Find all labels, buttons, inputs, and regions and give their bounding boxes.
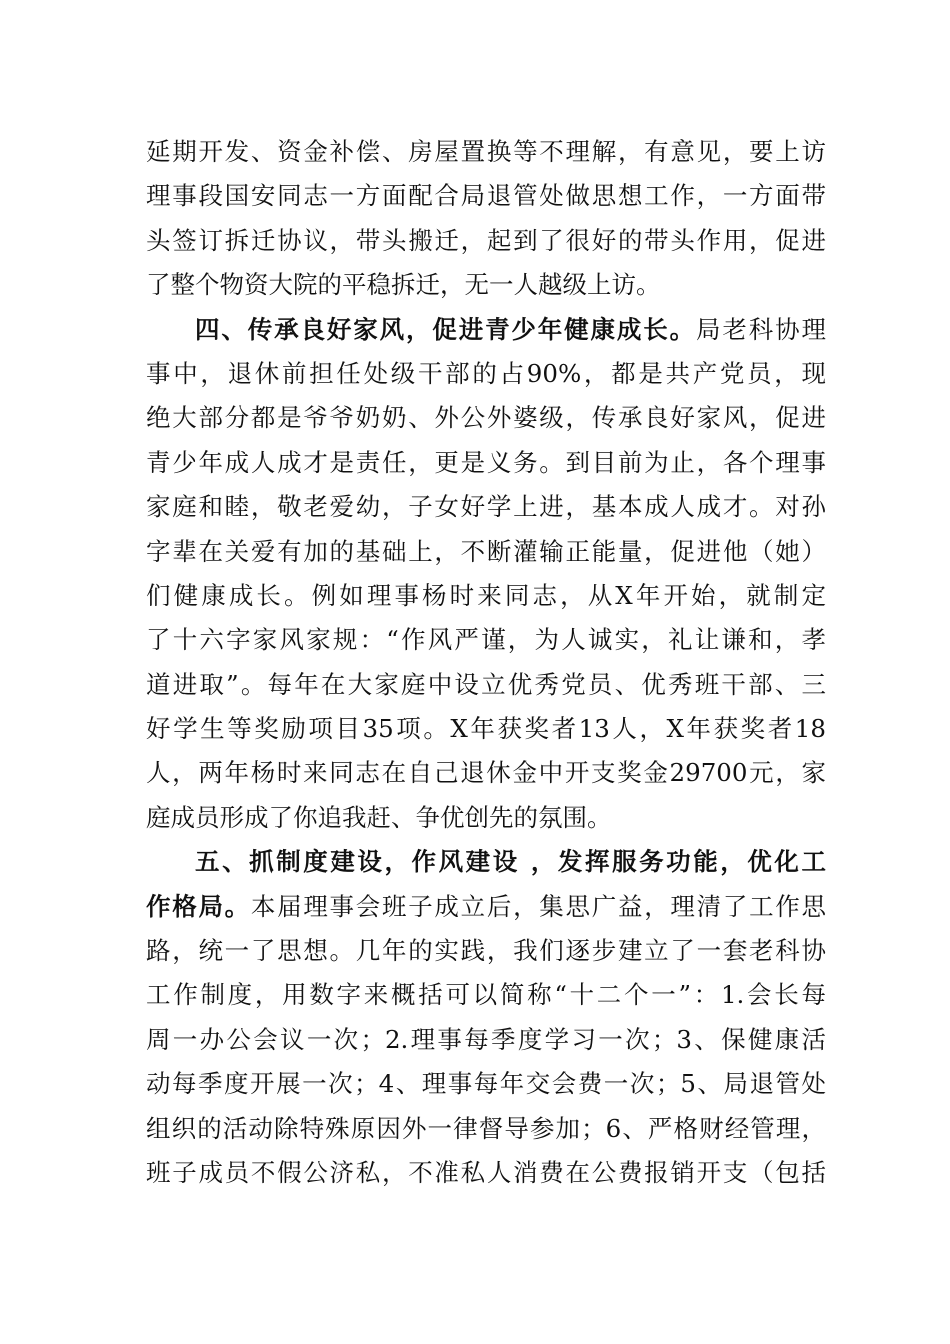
- section-heading: 作格局。: [146, 891, 251, 921]
- text-line: [146, 530, 826, 574]
- text-line: [146, 396, 826, 440]
- text-line: [146, 352, 826, 396]
- line-text: 庭成员形成了你追我赶、争优创先的氛围。: [146, 802, 612, 832]
- text-line: [146, 885, 826, 929]
- line-text: 事中，退休前担任处级干部的占90%，都是共产党员，现: [146, 358, 826, 388]
- line-text: 动每季度开展一次；4、理事每年交会费一次；5、局退管处: [146, 1069, 826, 1099]
- text-line: [146, 929, 826, 973]
- text-line: [146, 574, 826, 618]
- paragraph: [146, 840, 826, 1195]
- text-line: [146, 1062, 826, 1106]
- line-text: 理事段国安同志一方面配合局退管处做思想工作，一方面带: [146, 181, 826, 211]
- line-text: 们健康成长。例如理事杨时来同志，从X年开始，就制定: [146, 580, 826, 610]
- text-line: [146, 796, 826, 840]
- line-text: 了整个物资大院的平稳拆迁，无一人越级上访。: [146, 270, 661, 300]
- line-text: 组织的活动除特殊原因外一律督导参加；6、严格财经管理，: [146, 1113, 826, 1143]
- text-line: [146, 1151, 826, 1195]
- text-line: [146, 485, 826, 529]
- line-text: 局老科协理: [696, 314, 827, 344]
- line-text: 班子成员不假公济私，不准私人消费在公费报销开支（包括: [146, 1157, 826, 1187]
- text-line: [146, 174, 826, 218]
- line-text: 人，两年杨时来同志在自己退休金中开支奖金29700元，家: [146, 758, 826, 788]
- text-line: [146, 1018, 826, 1062]
- text-line: [146, 707, 826, 751]
- paragraph: [146, 308, 826, 841]
- line-text: 青少年成人成才是责任，更是义务。到目前为止，各个理事: [146, 447, 826, 477]
- section-heading: 四、传承良好家风，促进青少年健康成长。: [195, 314, 697, 344]
- line-text: 工作制度，用数字来概括可以简称“十二个一”：1.会长每: [146, 980, 826, 1010]
- text-line: [146, 219, 826, 263]
- line-text: 延期开发、资金补偿、房屋置换等不理解，有意见，要上访: [146, 137, 826, 166]
- line-text: 家庭和睦，敬老爱幼，子女好学上进，基本成人成才。对孙: [146, 492, 826, 522]
- line-text: 本届理事会班子成立后，集思广益，理清了工作思: [250, 891, 827, 921]
- line-text: 路，统一了思想。几年的实践，我们逐步建立了一套老科协: [146, 936, 826, 966]
- paragraph: [146, 130, 826, 308]
- text-line: [146, 751, 826, 795]
- text-line: [146, 840, 826, 884]
- text-line: [146, 973, 826, 1017]
- text-line: [146, 441, 826, 485]
- text-line: [146, 263, 826, 307]
- text-line: [146, 663, 826, 707]
- text-line: [146, 618, 826, 662]
- document-body: [146, 130, 826, 1195]
- text-line: [146, 130, 826, 174]
- line-text: 字辈在关爱有加的基础上，不断灌输正能量，促进他（她）: [146, 536, 826, 566]
- line-text: 绝大部分都是爷爷奶奶、外公外婆级，传承良好家风，促进: [146, 403, 826, 433]
- line-text: 头签订拆迁协议，带头搬迁，起到了很好的带头作用，促进: [146, 225, 826, 255]
- line-text: 周一办公会议一次；2.理事每季度学习一次；3、保健康活: [146, 1024, 826, 1054]
- line-text: 了十六字家风家规：“作风严谨，为人诚实，礼让谦和，孝: [146, 625, 826, 655]
- line-text: 道进取”。每年在大家庭中设立优秀党员、优秀班干部、三: [146, 669, 826, 699]
- line-text: 好学生等奖励项目35项。X年获奖者13人，X年获奖者18: [146, 714, 826, 744]
- text-line: [146, 308, 826, 352]
- section-heading: 五、抓制度建设，作风建设 ，发挥服务功能，优化工: [195, 847, 826, 877]
- text-line: [146, 1107, 826, 1151]
